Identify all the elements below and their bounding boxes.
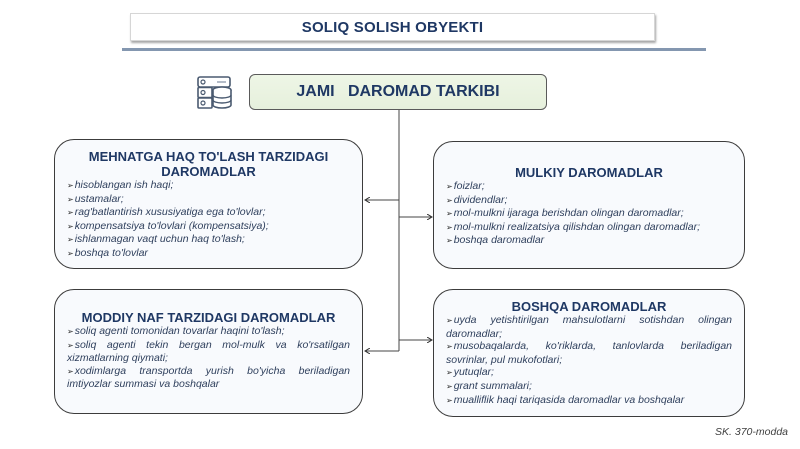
- arrow-bullet-icon: ➢: [67, 181, 74, 190]
- page-title: SOLIQ SOLISH OBYEKTI: [301, 18, 484, 36]
- arrow-bullet-icon: ➢: [446, 342, 453, 352]
- income-list: [67, 325, 350, 391]
- list-item: ➢ishlanmagan vaqt uchun haq to'lash;: [67, 233, 245, 246]
- database-server-icon: [197, 76, 233, 110]
- card-title: MEHNATGA HAQ TO'LASH TARZIDAGI DAROMADLAR: [88, 149, 329, 179]
- arrow-bullet-icon: ➢: [67, 248, 74, 258]
- arrow-bullet-icon: ➢: [446, 236, 453, 246]
- list-item: ➢uyda yetishtirilgan mahsulotlarni sotishdan olingan daromadlar;: [446, 314, 732, 340]
- list-item: ➢foizlar;: [446, 180, 485, 192]
- arrow-bullet-icon: ➢: [67, 366, 74, 376]
- list-item: ➢yutuqlar;: [446, 366, 494, 379]
- arrow-bullet-icon: ➢: [446, 222, 453, 232]
- income-list: [67, 179, 350, 261]
- arrow-bullet-icon: ➢: [67, 221, 74, 231]
- income-list: [446, 180, 732, 248]
- root-node-label: JAMI DAROMAD TARKIBI: [296, 83, 500, 100]
- list-item: ➢mol-mulkni ijaraga berishdan olingan daromadlar;: [446, 207, 684, 220]
- total-income-structure-node: [249, 74, 547, 110]
- legal-reference-footnote: SK. 370-modda: [715, 426, 788, 438]
- arrow-bullet-icon: ➢: [446, 368, 453, 378]
- material-benefit-income-card: [54, 289, 363, 414]
- arrow-bullet-icon: ➢: [67, 340, 74, 350]
- list-item: ➢musobaqalarda, ko'riklarda, tanlovlarda beriladigan sovrinlar, pul mukofotlari;: [446, 340, 732, 366]
- arrow-bullet-icon: ➢: [67, 194, 74, 204]
- list-item: ➢dividendlar;: [446, 193, 508, 206]
- arrow-bullet-icon: ➢: [446, 316, 453, 325]
- title-underline: [122, 48, 706, 51]
- list-item: ➢mualliflik haqi tariqasida daromadlar va boshqalar: [446, 393, 685, 406]
- list-item: ➢kompensatsiya to'lovlari (kompensatsiya);: [67, 219, 269, 232]
- arrow-bullet-icon: ➢: [67, 327, 74, 336]
- income-list: [446, 314, 732, 407]
- card-title: BOSHQA DAROMADLAR: [511, 299, 667, 314]
- list-item: ➢xodimlarga transportda yurish bo'yicha beriladigan imtiyozlar summasi va boshqalar: [67, 364, 350, 391]
- list-item: ➢grant summalari;: [446, 379, 532, 392]
- list-item: ➢soliq agenti tomonidan tovarlar haqini to'lash;: [67, 325, 285, 337]
- list-item: ➢soliq agenti tekin bergan mol-mulk va ko'rsatilgan xizmatlarning qiymati;: [67, 338, 350, 365]
- arrow-bullet-icon: ➢: [446, 381, 453, 391]
- list-item: ➢boshqa daromadlar: [446, 234, 545, 247]
- list-item: ➢mol-mulkni realizatsiya qilishdan olingan daromadlar;: [446, 220, 700, 233]
- title-banner: [130, 13, 655, 41]
- property-income-card: [433, 141, 745, 269]
- other-income-card: [433, 289, 745, 417]
- card-title: MULKIY DAROMADLAR: [515, 165, 663, 180]
- arrow-bullet-icon: ➢: [67, 208, 74, 218]
- arrow-bullet-icon: ➢: [446, 209, 453, 219]
- arrow-bullet-icon: ➢: [67, 235, 74, 245]
- list-item: ➢boshqa to'lovlar: [67, 246, 148, 259]
- list-item: ➢rag'batlantirish xususiyatiga ega to'lovlar;: [67, 206, 266, 219]
- card-title: MODDIY NAF TARZIDAGI DAROMADLAR: [81, 310, 336, 325]
- arrow-bullet-icon: ➢: [446, 395, 453, 405]
- arrow-bullet-icon: ➢: [446, 195, 453, 205]
- list-item: ➢ustamalar;: [67, 192, 124, 205]
- list-item: ➢hisoblangan ish haqi;: [67, 179, 174, 191]
- labor-payment-income-card: [54, 139, 363, 269]
- arrow-bullet-icon: ➢: [446, 182, 453, 191]
